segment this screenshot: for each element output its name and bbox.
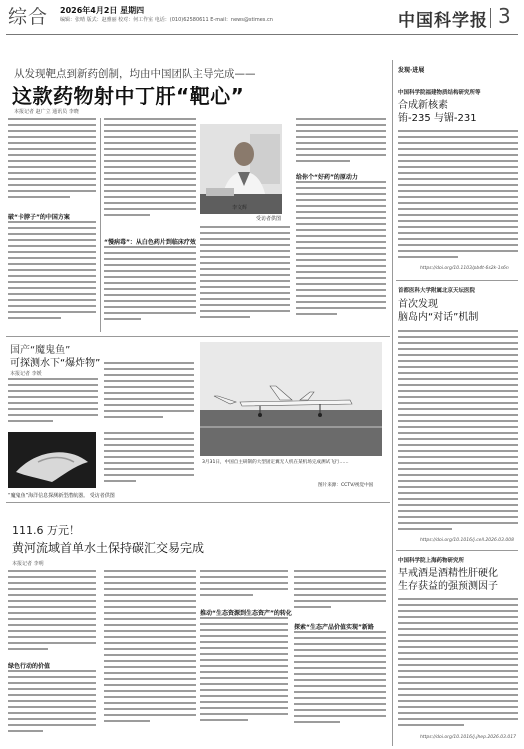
drone-text-col-3	[104, 432, 194, 492]
lead-subhead-2: “慢病毒”：从白色药片到临床疗效	[104, 239, 196, 246]
col-rule	[100, 118, 101, 332]
plane-caption: 3月31日，中国自主研制的大型固定翼无人机在某机场完成测试飞行……	[202, 460, 349, 465]
manta-drone-illustration	[8, 432, 96, 488]
masthead-divider	[490, 8, 491, 28]
carbon-text-col-1b	[8, 670, 96, 740]
paper-name: 中国科学报	[398, 11, 488, 31]
section-tag: 综合	[8, 6, 49, 28]
carbon-text-col-2	[104, 570, 196, 740]
drone-text-col-1	[8, 378, 98, 428]
brief-3-source: 中国科学院上海药物研究所	[398, 558, 465, 564]
brief-2-text	[398, 330, 518, 536]
lead-subhead-3: 给你个“好药”的原动力	[296, 174, 358, 181]
brief-1-title-1: 合成新核素	[398, 100, 448, 111]
carbon-text-col-1	[8, 570, 96, 658]
brief-3-doi[interactable]: https://doi.org/10.1016/j.jhep.2026.03.017	[420, 735, 516, 740]
lead-subhead-1: 破“卡脖子”的中国方案	[8, 214, 70, 221]
carbon-text-col-4b	[294, 631, 386, 740]
page-number: 3	[498, 4, 511, 28]
brief-rule-2	[396, 550, 518, 551]
lead-byline: 本报记者 赵广立 通讯员 李晓	[14, 109, 79, 115]
carbon-text-col-4	[294, 570, 386, 618]
brief-2-source: 首都医科大学附属北京天坛医院	[398, 288, 476, 294]
carbon-subhead-1: 绿色行动的价值	[8, 663, 51, 670]
brief-2-title-1: 首次发现	[398, 299, 438, 310]
drone-headline: 可探测水下“爆炸物”	[10, 358, 101, 369]
brief-1-title-2: 铕-235 与镅-231	[398, 113, 477, 124]
fish-caption: “魔鬼鱼”海洋信息探测新型潜航器。 受访者供图	[8, 493, 115, 499]
brief-1-source: 中国科学院福建物质结构研究所等	[398, 90, 481, 96]
drone-bottom-rule	[6, 502, 390, 503]
portrait-credit: 受访者供图	[256, 216, 282, 222]
brief-1-text	[398, 130, 518, 262]
drone-byline: 本报记者 李媛	[10, 371, 42, 377]
brief-3-title-1: 早戒酒是酒精性肝硬化	[398, 568, 498, 579]
lead-text-col-2	[104, 118, 196, 234]
lead-text-col-4b	[296, 181, 386, 332]
lead-text-col-2b	[104, 246, 196, 332]
plane-credit: 图片来源：CCTV/视觉中国	[318, 483, 374, 488]
lead-text-col-3	[200, 226, 290, 332]
portrait-photo	[200, 124, 282, 214]
lead-text-col-1	[8, 118, 96, 210]
uav-aircraft-illustration	[200, 342, 382, 456]
sidebar-rule	[392, 60, 393, 746]
carbon-headline: 黄河流域首单水土保持碳汇交易完成	[12, 541, 205, 555]
brief-3-text	[398, 598, 518, 732]
carbon-subhead-2: 推动“生态资源到生态资产”的转化	[200, 610, 292, 617]
issue-date: 2026年4月2日 星期四	[60, 6, 145, 15]
lead-text-col-4	[296, 118, 386, 170]
plane-photo	[200, 342, 382, 456]
portrait-caption: 李文辉	[232, 205, 248, 211]
brief-2-doi[interactable]: https://doi.org/10.1016/j.cell.2026.03.008	[420, 538, 515, 543]
carbon-byline: 本报记者 李明	[12, 561, 44, 567]
top-rule	[6, 34, 518, 35]
lead-text-col-1b	[8, 221, 96, 331]
lead-bottom-rule	[6, 336, 390, 337]
drone-text-col-2	[104, 362, 194, 428]
brief-rule-1	[396, 280, 518, 281]
lead-kicker: 从发现靶点到新药创制，均由中国团队主导完成——	[14, 68, 256, 80]
carbon-subhead-3: 探索“生态产品价值实现”新路	[294, 624, 374, 631]
fish-photo	[8, 432, 96, 488]
brief-2-title-2: 脑岛内“对话”机制	[398, 312, 479, 323]
sidebar-tag: 发现·进展	[398, 67, 425, 74]
carbon-text-col-3	[200, 570, 288, 606]
carbon-kicker: 111.6 万元！	[12, 524, 80, 537]
brief-3-title-2: 生存获益的强预测因子	[398, 581, 498, 592]
masthead-meta: 编辑：张晴 版式：赵雅丽 校对：何工作室 电话：(010)62580611 E-mail：news@stimes.cn	[60, 17, 273, 23]
lead-headline: 这款药物射中丁肝“靶心”	[12, 84, 245, 108]
drone-kicker: 国产“魔鬼鱼”	[10, 345, 71, 356]
portrait-illustration	[200, 124, 282, 214]
brief-1-doi[interactable]: https://doi.org/10.1103/pb4t-6s2k-1s6n	[420, 266, 509, 271]
carbon-text-col-3b	[200, 617, 288, 740]
